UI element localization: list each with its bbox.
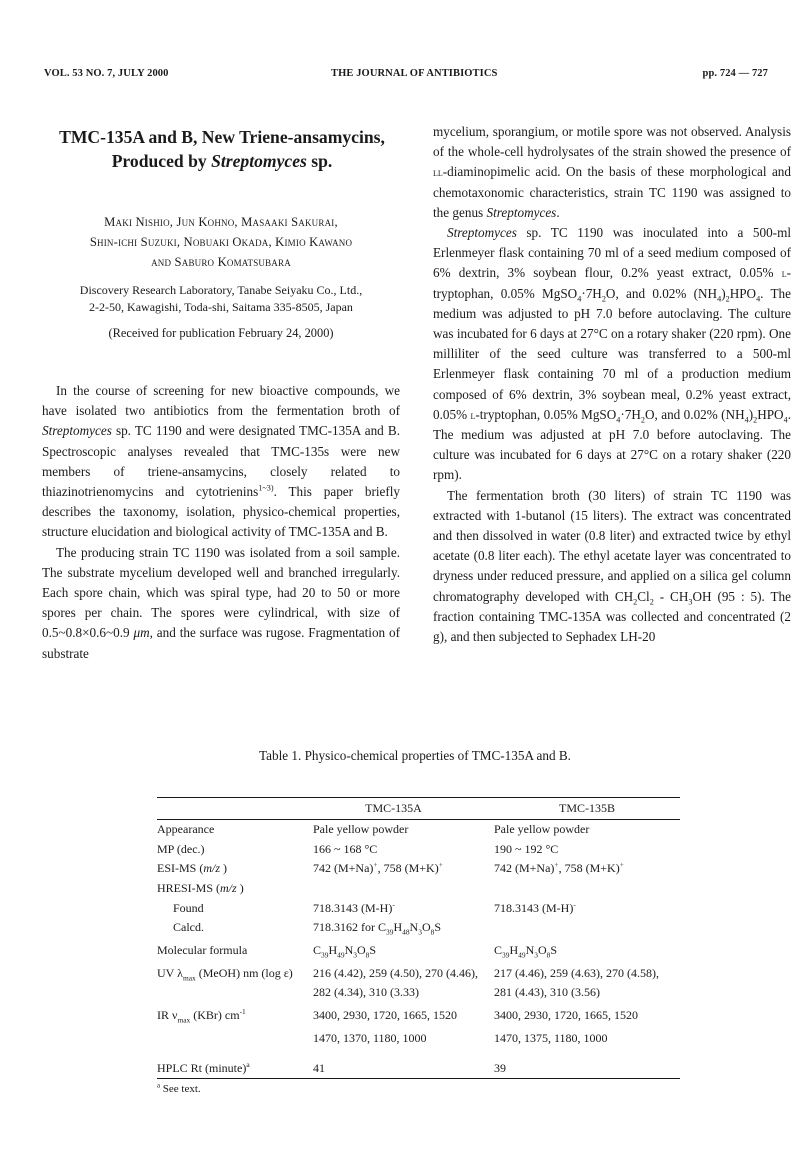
subscript: 39	[321, 950, 329, 960]
paragraph-taxonomy	[42, 543, 400, 664]
paragraph-intro	[42, 381, 400, 543]
cell-a: 166 ~ 168 °C	[313, 841, 378, 856]
title-block	[42, 125, 400, 341]
subscript: 3	[353, 950, 357, 960]
cell-a: 216 (4.42), 259 (4.50), 270 (4.46),	[313, 965, 478, 980]
text-run: O, and 0.02% (NH	[605, 285, 718, 301]
text-run: mycelium, sporangium, or motile spore was not observed. Analysis of the whole-cell hydrolysates of the strain showed the presence of	[433, 124, 791, 160]
subscript: 3	[688, 597, 693, 607]
subscript: 4	[783, 415, 788, 425]
header-tmc-135b: TMC-135B	[558, 801, 615, 815]
charge-sup: -	[573, 899, 576, 909]
table-row	[157, 983, 680, 1003]
text-run: sp. TC 1190 was inoculated into a 500-ml Erlenmeyer flask containing 70 ml of a seed medium composed of 6% dextrin, 3% soybean flour, 0.2% yeast extract, 0.05%	[433, 225, 791, 281]
cell-a: 41	[313, 1061, 325, 1076]
value-text: N	[409, 920, 419, 935]
footnote-marker: a	[157, 1082, 161, 1090]
text-run: The producing strain TC 1190 was isolated from a soil sample. The substrate mycelium developed well and branched irregularly. Each spore chain, which was spiral type, had 20 to 50 or more spores per chain. The spores were cylindrical, with size of 0.5~0.8×0.6~0.9	[42, 544, 400, 641]
value-text: S	[550, 943, 558, 958]
title-line-1: TMC-135A and B, New Triene-ansamycins,	[59, 127, 385, 147]
cell-a	[313, 938, 494, 964]
footnote-text: See text.	[160, 1083, 201, 1096]
cell-a	[313, 898, 494, 918]
table-header	[157, 798, 680, 819]
text-run: - CH	[653, 588, 689, 604]
value-text: 718.3143 (M-H)	[494, 900, 574, 915]
text-run: )	[748, 406, 754, 422]
subscript: max	[177, 1015, 191, 1025]
paragraph-fermentation	[433, 223, 791, 486]
label-text: HRESI-MS (	[157, 881, 221, 896]
subscript: 8	[430, 927, 435, 937]
label-text: )	[236, 881, 244, 896]
cell-b	[494, 918, 680, 938]
table-row	[157, 964, 680, 984]
authors-line: Shin-ichi Suzuki, Nobuaki Okada, Kimio Kawano	[89, 235, 353, 249]
running-head	[0, 68, 810, 84]
header-tmc-135a: TMC-135A	[365, 801, 422, 815]
value-text: C	[313, 943, 322, 958]
page-range: pp. 724 — 727	[702, 68, 768, 79]
value-text: O	[537, 943, 547, 958]
cell-b: 281 (4.43), 310 (3.56)	[494, 985, 600, 1000]
table-row	[157, 898, 680, 918]
value-text: , 758 (M+K)	[377, 861, 439, 876]
text-run: sp. TC 1190 and were designated TMC-135A and B. Spectroscopic analyses revealed that TMC-135s were new members of triene-ansamycins, closely related to thiazinotrienomycins and cytotrienins	[42, 423, 400, 500]
authors-line: Maki Nishio, Jun Kohno, Masaaki Sakurai,	[104, 215, 338, 229]
text-run: -tryptophan, 0.05% MgSO	[475, 406, 617, 422]
table-row	[157, 840, 680, 860]
row-label	[157, 1029, 313, 1049]
subscript: 2	[753, 415, 758, 425]
title-line-2	[44, 149, 400, 173]
subscript: 4	[756, 294, 761, 304]
table-row	[157, 938, 680, 964]
text-run: -diaminopimelic acid. On the basis of these morphological and chemotaxonomic characteristics, strain TC 1190 was assigned to the genus	[433, 164, 791, 220]
charge-sup: -	[392, 899, 395, 909]
value-text: S	[434, 920, 442, 935]
cell-b	[494, 879, 680, 899]
row-label: Calcd.	[173, 920, 204, 935]
charge-sup: +	[373, 860, 378, 870]
small-caps-text: l	[470, 407, 476, 422]
value-text: , 758 (M+K)	[558, 861, 620, 876]
cell-a: 3400, 2930, 1720, 1665, 1520	[313, 1008, 457, 1023]
subscript: 3	[534, 950, 538, 960]
value-text: H	[393, 920, 403, 935]
affiliation	[42, 282, 400, 315]
subscript: max	[182, 973, 196, 983]
journal-volume: VOL. 53 NO. 7, JULY 2000	[44, 68, 169, 79]
value-text: 742 (M+Na)	[313, 861, 374, 876]
subscript: 4	[744, 415, 749, 425]
label-text: )	[220, 861, 228, 876]
label-italic: m/z	[220, 881, 237, 896]
charge-sup: +	[438, 860, 443, 870]
table-row	[157, 879, 680, 899]
text-run: .	[556, 204, 560, 220]
label-text: HPLC Rt (minute)	[157, 1061, 247, 1076]
text-run: O, and 0.02% (NH	[644, 406, 745, 422]
subscript: 49	[518, 950, 526, 960]
cell-b: 1470, 1375, 1180, 1000	[494, 1031, 608, 1046]
charge-sup: +	[554, 860, 559, 870]
small-caps-text: ll	[433, 165, 443, 180]
cell-b	[494, 859, 680, 879]
row-label: Molecular formula	[157, 943, 248, 958]
text-run: OH (95 : 5). The fraction containing TMC-135A was collected and concentrated (2 g), and then subjected to Sephadex LH-20	[433, 588, 791, 645]
cell-b: 217 (4.46), 259 (4.63), 270 (4.58),	[494, 965, 659, 980]
cell-a	[313, 859, 494, 879]
text-run: . The medium was adjusted at pH 7.0 before autoclaving. The culture was incubated for 6 days at 27°C on a rotary shaker (220 rpm).	[433, 406, 791, 483]
text-run: The fermentation broth (30 liters) of strain TC 1190 was extracted with 1-butanol (15 liters). The extract was concentrated and then dissolved in water (0.8 liter) and extracted twice by ethyl acetate (0.8 liter each). The ethyl acetate layer was concentrated to dryness under reduced pressure, and applied on a silica gel column chromatography developed with CH	[433, 487, 791, 604]
text-run: . This paper briefly describes the taxonomy, isolation, physico-chemical properties, structure elucidation and biological activity of TMC-135A and B.	[42, 484, 400, 540]
received-date: (Received for publication February 24, 2000)	[108, 326, 334, 340]
row-label	[157, 1003, 313, 1029]
table-bottom-rule	[157, 1078, 680, 1079]
subscript: 4	[577, 294, 582, 304]
italic-genus: Streptomyces	[42, 423, 112, 439]
text-run: ·7H	[581, 285, 602, 301]
reference-citation: 1~3)	[258, 483, 274, 493]
value-text: H	[328, 943, 338, 958]
table-row	[157, 1003, 680, 1029]
cell-a	[313, 879, 494, 899]
subscript: 2	[601, 294, 606, 304]
cell-a: 1470, 1370, 1180, 1000	[313, 1031, 427, 1046]
row-label	[157, 964, 313, 984]
cell-b: 190 ~ 192 °C	[494, 841, 559, 856]
subscript: 39	[386, 927, 394, 937]
table-footnote	[157, 1083, 680, 1095]
subscript: 2	[640, 415, 645, 425]
value-text: H	[509, 943, 519, 958]
cell-b: 3400, 2930, 1720, 1665, 1520	[494, 1008, 638, 1023]
subscript: 2	[649, 597, 654, 607]
row-label	[157, 1048, 313, 1078]
text-run: )	[721, 285, 726, 301]
value-text: S	[369, 943, 377, 958]
value-text: N	[525, 943, 535, 958]
subscript: 2	[633, 597, 638, 607]
text-run: In the course of screening for new bioactive compounds, we have isolated two antibiotics from the fermentation broth of	[42, 383, 400, 419]
right-column	[433, 122, 791, 647]
cell-b: Pale yellow powder	[494, 822, 590, 837]
text-run: -tryptophan, 0.05% MgSO	[433, 265, 791, 301]
left-column	[42, 125, 400, 664]
cell-a	[313, 918, 494, 938]
subscript: 48	[402, 927, 410, 937]
paragraph-isolation	[433, 486, 791, 648]
row-label: MP (dec.)	[157, 841, 205, 856]
text-run: HPO	[729, 285, 757, 301]
cell-b: 39	[494, 1061, 506, 1076]
text-run: . The medium was adjusted to pH 7.0 before autoclaving. The culture was incubated for 6 days at 27°C on a rotary shaker (220 rpm). One milliliter of the seed culture was transferred to a 500-ml Erlenmeyer flask containing 70 ml of a production medium composed of 6% dextrin, 3% soybean meal, 0.2% yeast extract, 0.05%	[433, 285, 791, 422]
table-row	[157, 1048, 680, 1078]
affiliation-line: 2-2-50, Kawagishi, Toda-shi, Saitama 335-8505, Japan	[89, 299, 353, 314]
table-row	[157, 918, 680, 938]
text-run: Cl	[637, 588, 650, 604]
cell-a: Pale yellow powder	[313, 822, 409, 837]
subscript: 8	[546, 950, 551, 960]
italic-genus: Streptomyces	[486, 204, 557, 220]
italic-genus: Streptomyces	[447, 225, 517, 241]
value-text: 742 (M+Na)	[494, 861, 555, 876]
article-title	[44, 125, 400, 173]
subscript: 2	[725, 294, 730, 304]
row-label: Appearance	[157, 822, 215, 837]
row-label	[157, 983, 313, 1003]
authors-line: and Saburo Komatsubara	[151, 255, 291, 269]
affiliation-line: Discovery Research Laboratory, Tanabe Seiyaku Co., Ltd.,	[79, 283, 363, 297]
title-genus: Streptomyces	[211, 151, 307, 171]
row-label	[157, 879, 313, 899]
paragraph-taxonomy-continued	[433, 122, 791, 223]
table-body	[157, 820, 680, 1078]
table-header-row	[157, 798, 680, 819]
table-row	[157, 1029, 680, 1049]
label-text: (MeOH) nm (log ε)	[195, 965, 293, 980]
value-text: 718.3143 (M-H)	[313, 900, 393, 915]
text-run: , and the surface was rugose. Fragmentation of substrate	[42, 625, 400, 661]
properties-table	[157, 797, 680, 1095]
label-text: ESI-MS (	[157, 861, 204, 876]
subscript: 39	[502, 950, 510, 960]
label-text: UV λ	[157, 965, 183, 980]
journal-name: THE JOURNAL OF ANTIBIOTICS	[331, 68, 498, 79]
value-text: 718.3162 for C	[313, 920, 386, 935]
header-empty	[157, 798, 313, 819]
charge-sup: +	[619, 860, 624, 870]
value-text: C	[494, 943, 503, 958]
value-text: O	[421, 920, 431, 935]
subscript: 49	[337, 950, 345, 960]
footnote-marker: a	[246, 1060, 250, 1070]
cell-a: 282 (4.34), 310 (3.33)	[313, 985, 419, 1000]
text-run: HPO	[757, 406, 784, 422]
table-caption: Table 1. Physico-chemical properties of TMC-135A and B.	[259, 748, 571, 763]
subscript: 4	[717, 294, 722, 304]
subscript: 8	[365, 950, 370, 960]
row-label	[157, 859, 313, 879]
table-row	[157, 820, 680, 840]
cell-b	[494, 898, 680, 918]
text-run: ·7H	[620, 406, 641, 422]
label-italic: m/z	[203, 861, 221, 876]
table-row	[157, 859, 680, 879]
title-text: sp.	[306, 151, 333, 171]
unit-text: μm	[133, 625, 150, 641]
cell-b	[494, 938, 680, 964]
label-text: (KBr) cm	[190, 1008, 240, 1023]
authors	[42, 212, 400, 272]
title-text: Produced by	[111, 151, 212, 171]
superscript: -1	[239, 1007, 246, 1017]
subscript: 4	[616, 415, 621, 425]
value-text: N	[344, 943, 354, 958]
value-text: O	[356, 943, 366, 958]
label-text: IR ν	[157, 1008, 178, 1023]
body-text-left	[42, 381, 400, 664]
small-caps-text: l	[781, 266, 787, 281]
row-label: Found	[173, 900, 204, 915]
subscript: 3	[418, 927, 422, 937]
